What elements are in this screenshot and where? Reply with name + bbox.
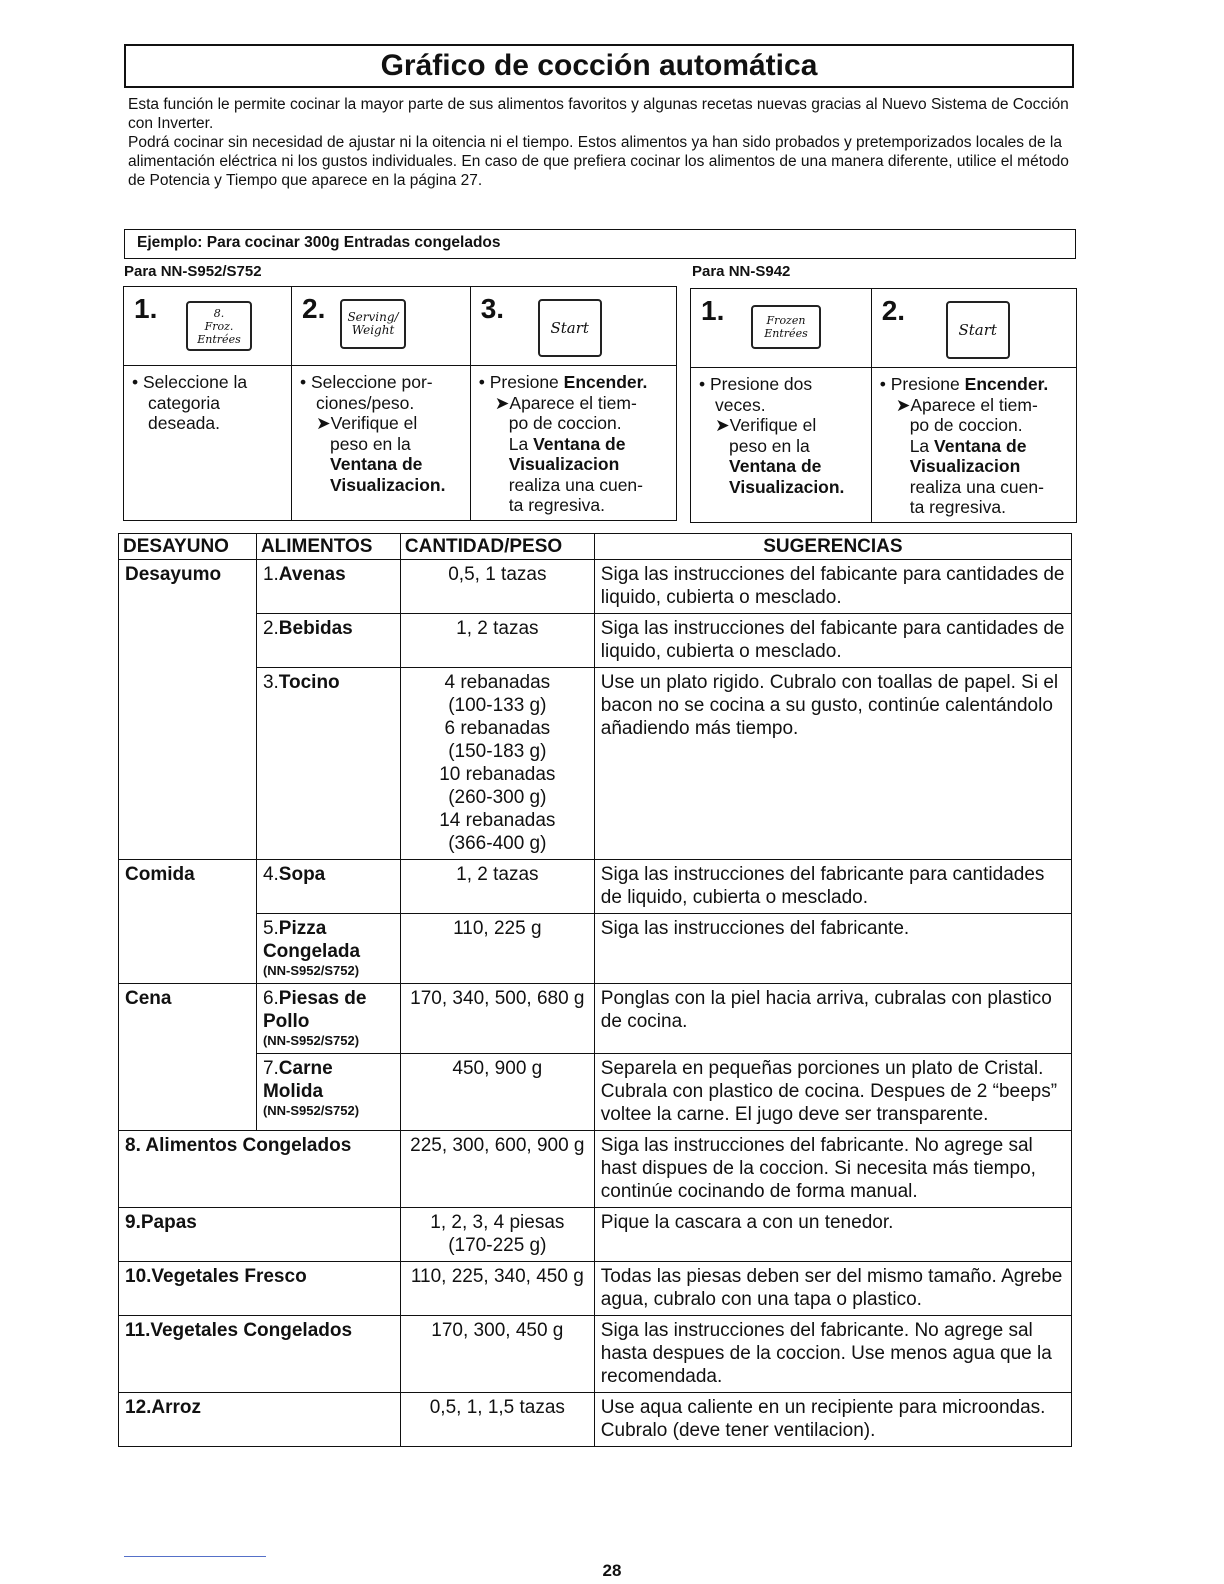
suggestion-cell: Todas las piesas deben ser del mismo tamaño. Agrebe agua, cubralo con una tapa o plastico.: [594, 1262, 1071, 1316]
step-1-text: • Seleccione la categoria deseada.: [132, 372, 248, 433]
footer-rule: [124, 1556, 266, 1557]
table-row: [119, 1131, 1072, 1208]
food-name: Pizza Congelada: [262, 918, 361, 962]
food-name: Carne Molida: [262, 1058, 333, 1102]
step-number: 1.: [134, 293, 158, 324]
table-row: [119, 560, 1072, 614]
food-item: [256, 860, 400, 914]
food-number: 1.: [262, 564, 279, 585]
suggestion-cell: Siga las instrucciones del fabricante. No agrege sal hast dispues de la coccion. Si necesita más tiempo, continúe cocinando de forma manual.: [594, 1131, 1071, 1208]
model-note: (NN-S952/S752): [262, 1103, 360, 1118]
quantity-cell: 170, 300, 450 g: [400, 1316, 594, 1393]
table-row: [119, 914, 1072, 984]
food-item: [256, 668, 400, 860]
suggestion-cell: Ponglas con la piel hacia arriva, cubralas con plastico de cocina.: [594, 984, 1071, 1054]
table-row: [119, 1054, 1072, 1131]
meal-category: Comida: [119, 860, 257, 984]
serving-weight-key-icon: Serving/ Weight: [340, 299, 406, 349]
model-label-left: Para NN-S952/S752: [124, 263, 262, 280]
suggestion-cell: Separela en pequeñas porciones un plato de Cristal. Cubrala con plastico de cocina. Despues de 2 “beeps” voltee la carne. El jugo deve ser transparente.: [594, 1054, 1071, 1131]
table-row: [119, 1262, 1072, 1316]
table-row: [119, 1208, 1072, 1262]
meal-category: Desayumo: [119, 560, 257, 860]
intro-paragraph-2: Podrá cocinar sin necesidad de ajustar ni la oitencia ni el tiempo. Estos alimentos ya han sido probados y pretemporizados locales de la alimentación eléctrica ni los gustos individuales. En caso de que prefiera cocinar los alimentos de una manera diferente, utilice el método de Potencia y Tiempo que aparece en la página 27.: [128, 134, 1069, 189]
frozen-entrees-key-icon: Frozen Entrées: [751, 305, 821, 349]
suggestion-cell: Siga las instrucciones del fabicante para cantidades de liquido, cubierta o mesclado.: [594, 560, 1071, 614]
quantity-cell: 225, 300, 600, 900 g: [400, 1131, 594, 1208]
food-item: [256, 984, 400, 1054]
quantity-cell: 4 rebanadas (100-133 g) 6 rebanadas (150-183 g) 10 rebanadas (260-300 g) 14 rebanadas (366-400 g): [400, 668, 594, 860]
quantity-cell: 170, 340, 500, 680 g: [400, 984, 594, 1054]
header-sugerencias: SUGERENCIAS: [594, 534, 1071, 560]
step-2-text: • Seleccione por- ciones/peso. ➤Verifique el peso en la Ventana de Visualizacion.: [300, 372, 446, 495]
food-item: 10.Vegetales Fresco: [119, 1262, 401, 1316]
suggestion-cell: Siga las instrucciones del fabricante.: [594, 914, 1071, 984]
food-number: 6.: [262, 988, 279, 1009]
quantity-cell: 0,5, 1, 1,5 tazas: [400, 1393, 594, 1447]
suggestion-cell: Siga las instrucciones del fabicante para cantidades de liquido, cubierta o mesclado.: [594, 614, 1071, 668]
food-item: 11.Vegetales Congelados: [119, 1316, 401, 1393]
suggestion-cell: Use un plato rigido. Cubralo con toallas de papel. Si el bacon no se cocina a su gusto, continúe calentándolo añadiendo más tiempo.: [594, 668, 1071, 860]
header-alimentos: ALIMENTOS: [256, 534, 400, 560]
quantity-cell: 0,5, 1 tazas: [400, 560, 594, 614]
food-name: Avenas: [278, 564, 346, 585]
intro-paragraph-1: Esta función le permite cocinar la mayor parte de sus alimentos favoritos y algunas recetas nuevas gracias al Nuevo Sistema de Cocción con Inverter.: [128, 96, 1069, 132]
page-number: 28: [602, 1561, 622, 1580]
step-number: 2.: [302, 293, 326, 324]
table-header-row: [119, 534, 1072, 560]
food-name: Piesas de Pollo: [262, 988, 367, 1032]
step-2-text: • Presione Encender. ➤Aparece el tiem- po de coccion. La Ventana de Visualizacion realiza una cuen- ta regresiva.: [879, 374, 1049, 517]
suggestion-cell: Siga las instrucciones del fabricante para cantidades de liquido, cubierta o mesclado.: [594, 860, 1071, 914]
table-row: [119, 860, 1072, 914]
step-number: 3.: [480, 293, 505, 324]
food-number: 7.: [262, 1058, 279, 1079]
food-item: [256, 560, 400, 614]
table-row: [119, 614, 1072, 668]
table-row: [119, 668, 1072, 860]
step-1-text: • Presione dos veces. ➤Verifique el peso en la Ventana de Visualizacion.: [699, 374, 845, 497]
food-number: 4.: [262, 864, 279, 885]
steps-left: [123, 286, 677, 521]
food-number: 5.: [262, 918, 279, 939]
model-note: (NN-S952/S752): [262, 963, 360, 978]
food-item: [256, 914, 400, 984]
meal-category: Cena: [119, 984, 257, 1131]
step-3-text: • Presione Encender. ➤Aparece el tiem- po de coccion. La Ventana de Visualizacion realiza una cuen- ta regresiva.: [478, 372, 648, 515]
model-label-right: Para NN-S942: [692, 263, 791, 280]
page-title: Gráfico de cocción automática: [124, 44, 1074, 88]
froz-entrees-key-icon: 8. Froz. Entrées: [186, 301, 252, 351]
quantity-cell: 110, 225 g: [400, 914, 594, 984]
food-item: 8. Alimentos Congelados: [119, 1131, 401, 1208]
quantity-cell: 110, 225, 340, 450 g: [400, 1262, 594, 1316]
food-name: Sopa: [278, 864, 326, 885]
food-name: Tocino: [278, 672, 340, 693]
food-item: [256, 614, 400, 668]
example-box: Ejemplo: Para cocinar 300g Entradas congelados: [124, 229, 1076, 259]
suggestion-cell: Pique la cascara a con un tenedor.: [594, 1208, 1071, 1262]
table-row: [119, 1393, 1072, 1447]
food-name: Bebidas: [278, 618, 353, 639]
header-desayuno: DESAYUNO: [119, 534, 257, 560]
food-item: [256, 1054, 400, 1131]
suggestion-cell: Siga las instrucciones del fabricante. No agrege sal hasta despues de la coccion. Use menos agua que la recomendada.: [594, 1316, 1071, 1393]
start-key-icon: Start: [538, 299, 602, 357]
food-number: 3.: [262, 672, 279, 693]
steps-right: [690, 288, 1077, 523]
suggestion-cell: Use aqua caliente en un recipiente para microondas. Cubralo (deve tener ventilacion).: [594, 1393, 1071, 1447]
header-cantidad: CANTIDAD/PESO: [400, 534, 594, 560]
food-number: 2.: [262, 618, 279, 639]
start-key-icon: Start: [946, 301, 1010, 359]
model-note: (NN-S952/S752): [262, 1033, 360, 1048]
quantity-cell: 1, 2, 3, 4 piesas (170-225 g): [400, 1208, 594, 1262]
step-number: 2.: [881, 295, 906, 326]
cooking-chart-table: [118, 533, 1072, 1447]
quantity-cell: 450, 900 g: [400, 1054, 594, 1131]
quantity-cell: 1, 2 tazas: [400, 614, 594, 668]
table-row: [119, 1316, 1072, 1393]
intro-text: [128, 95, 1073, 190]
food-item: 12.Arroz: [119, 1393, 401, 1447]
food-item: 9.Papas: [119, 1208, 401, 1262]
step-number: 1.: [701, 295, 725, 326]
quantity-cell: 1, 2 tazas: [400, 860, 594, 914]
table-row: [119, 984, 1072, 1054]
